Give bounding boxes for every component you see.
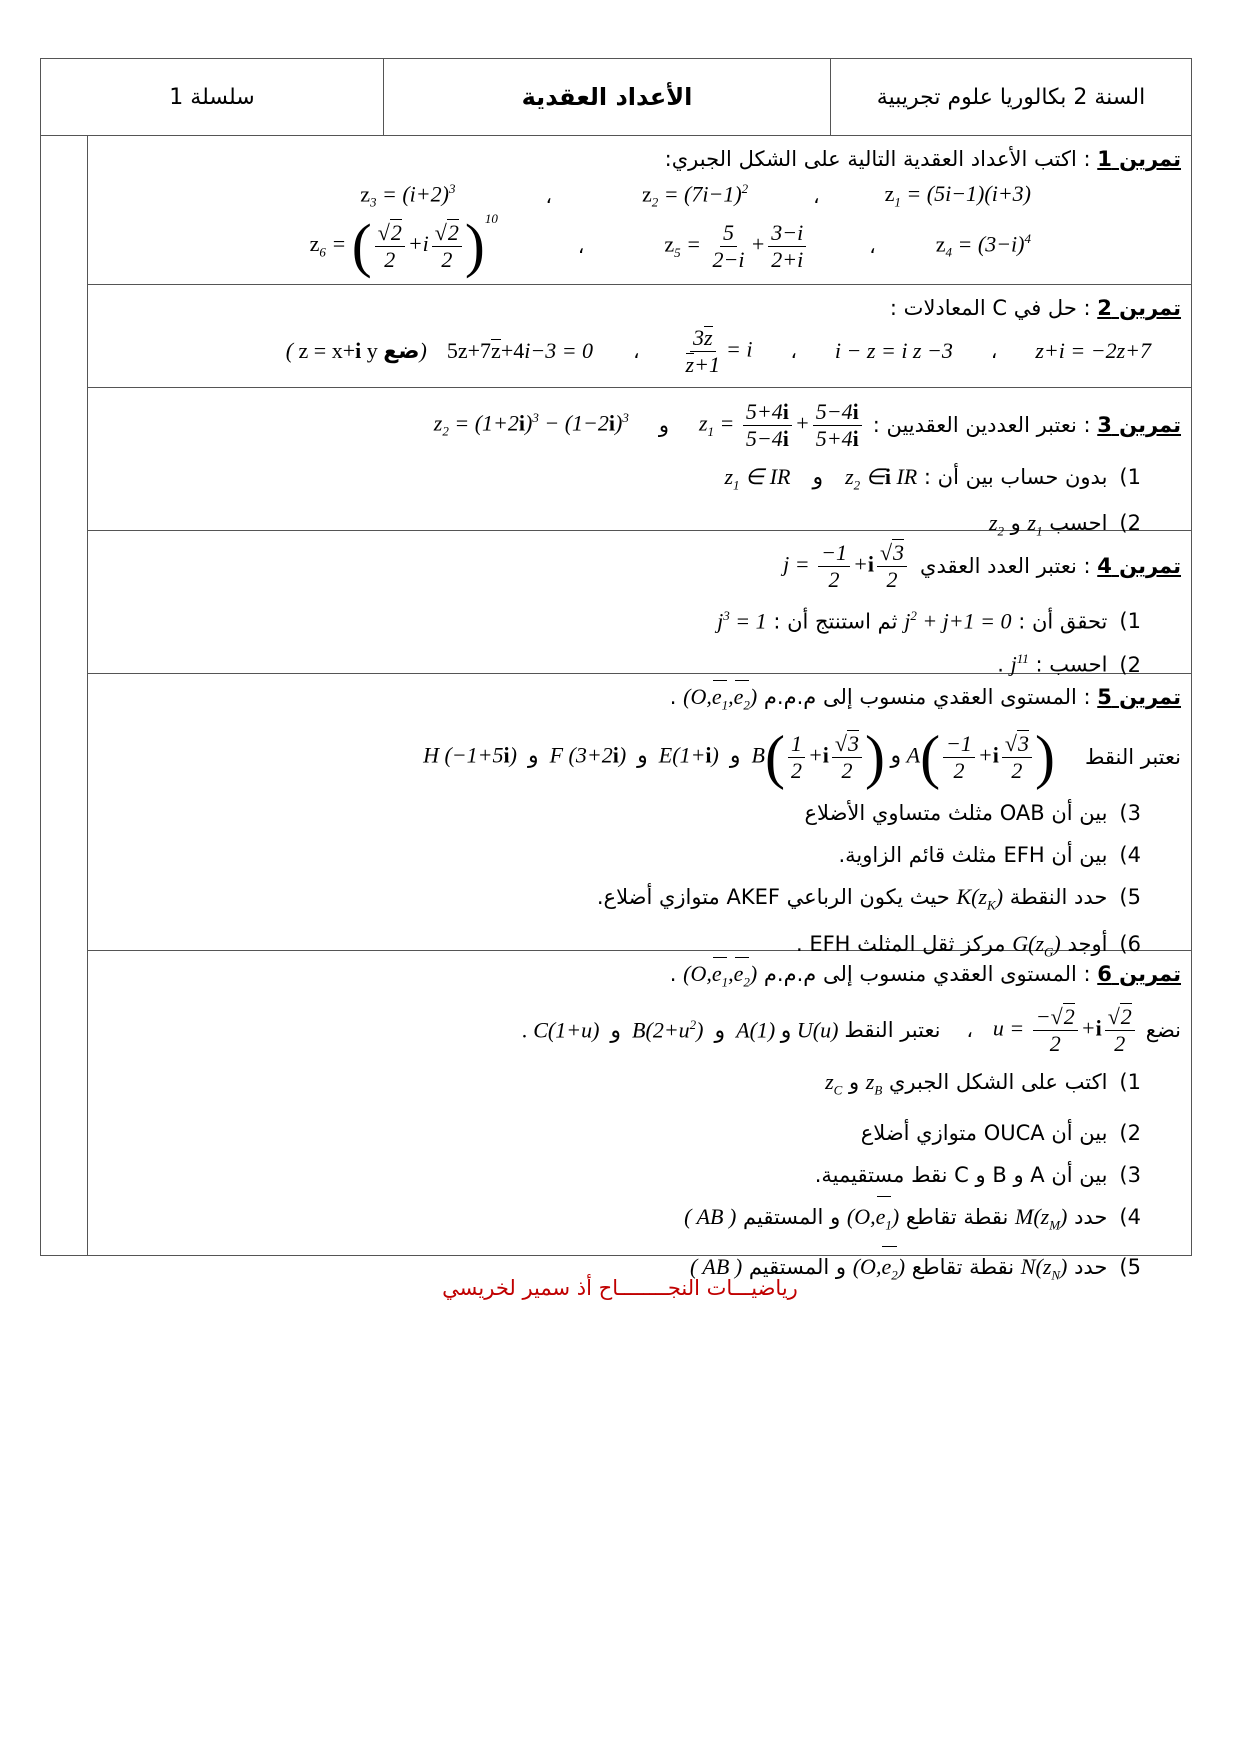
z1-expr: $z_1 = (5i-1)(i+3)$	[884, 181, 1031, 210]
ex2-equations: ( z = x+i y ضع) 5z+7z+4i−3 = 0 ، $\frac{3z}{z+1}$ = i ، i − z = i z −3 ، z+i = −2z+7	[285, 324, 1151, 377]
z3-expr: $z_3 = (i+2)^3$	[360, 181, 456, 210]
exercise-3-label: تمرين 3	[1097, 413, 1181, 437]
j-def: j = $\frac{-1}{2}$ +i $\frac{√3}{2}$	[783, 540, 910, 593]
z2-def: $z_2 = (1+2i)^3 - (1-2i)^3$	[433, 410, 629, 439]
ex5-question-4: 4)بين أن EFH مثلث قائم الزاوية.	[838, 843, 1141, 868]
exercise-6: تمرين 6 : المستوى العقدي منسوب إلى م.م.م $(O,e_1,e_2)$ . . C(1+u) و $B(2+u^2)$ و A(1) و U(u) نعتبر النقط ، u = $\frac{-√2}{2}$ +i $\frac{√2}{2}$ نضع 1)اكتب على الشكل الجبري $z_B$ و $z_C$ 2)بين أن OUCA متوازي أضلاع 3)بين أن A و B و C نقط مستقيمية. 4)حدد $M(z_M)$ نقطة تقاطع $(O,e_1)$ و المستقيم ( AB ) 5)حدد $N(z_N)$ نقطة تقاطع $(O,e_2)$ و المستقيم ( AB )	[88, 951, 1191, 1255]
exercise-3-statement: : نعتبر العددين العقديين :	[872, 413, 1098, 437]
exercise-3	[88, 388, 1191, 539]
series-label: سلسلة 1	[169, 84, 255, 110]
exercise-1-label: تمرين 1	[1097, 147, 1181, 171]
ex6-question-5: 5)حدد $N(z_N)$ نقطة تقاطع $(O,e_2)$ و المستقيم ( AB )	[98, 1246, 1181, 1296]
ex6-question-2: 2)بين أن OUCA متوازي أضلاع	[860, 1120, 1141, 1145]
ex6-question-3: 3)بين أن A و B و C نقط مستقيمية.	[814, 1162, 1141, 1187]
ex6-definitions-row: . C(1+u) و $B(2+u^2)$ و A(1) و U(u) نعتبر النقط ، u = $\frac{-√2}{2}$ +i $\frac{√2}{2}$ نضع	[522, 1003, 1181, 1056]
exercise-4-label: تمرين 4	[1097, 554, 1181, 578]
exercise-6-statement: : المستوى العقدي منسوب إلى م.م.م	[763, 962, 1098, 986]
level-label: السنة 2 بكالوريا علوم تجريبية	[830, 59, 1191, 135]
z6-expr: $z_6$ = ( $\frac{√2}{2}$ +i $\frac{√2}{2}$ )$^{10}$	[309, 211, 498, 279]
ex4-question-2: 2)احسب : $j^{11}$ .	[997, 651, 1141, 677]
ex3-question-1: 1)بدون حساب بين أن : $z_1$ ∈ IR و $z_2$ ∈i IR	[724, 464, 1141, 493]
exercise-1	[88, 136, 1191, 285]
ex5-points-row: H (−1+5i) و F (3+2i) و E(1+i) و B( $\frac{1}{2}$ +i $\frac{√3}{2}$ ) و A( $\frac{-1}{2}$ +i $\frac{√3}{2}$ ) نعتبر النقط	[423, 723, 1181, 790]
page-title: الأعداد العقدية	[383, 59, 830, 135]
exercise-6-label: تمرين 6	[1097, 962, 1181, 986]
footer-credit: رياضيـــات النجــــــــاح أذ سمير لخريسي	[442, 1276, 798, 1300]
exercises	[88, 136, 1191, 1283]
worksheet	[40, 58, 1192, 1283]
ex5-question-6: 6)أوجد $G(z_G)$ مركز ثقل المثلث EFH .	[795, 930, 1141, 960]
z5-expr: $z_5$ = $\frac{5}{2-i}$ + $\frac{3-i}{2+i}$	[664, 220, 809, 273]
z2-expr: $z_2 = (7i-1)^2$	[641, 181, 749, 210]
ex1-row-2: $z_6$ = ( $\frac{√2}{2}$ +i $\frac{√2}{2}$ )$^{10}$ ، $z_5$ = $\frac{5}{2-i}$ + $\frac{3-i}{2+i}$ ، $z_4 = (3-i)^4$	[309, 211, 1031, 279]
exercise-5-statement: : المستوى العقدي منسوب إلى م.م.م	[763, 685, 1098, 709]
exercise-2-label: تمرين 2	[1097, 296, 1181, 320]
z1-def: $z_1$ = $\frac{5+4i}{5-4i}$ + $\frac{5-4i}{5+4i}$	[699, 399, 865, 452]
ex6-question-4: 4)حدد $M(z_M)$ نقطة تقاطع $(O,e_1)$ و المستقيم ( AB )	[98, 1196, 1181, 1246]
equation-2: i − z = i z −3	[834, 338, 953, 363]
equation-1: z+i = −2z+7	[1035, 338, 1151, 363]
exercise-2-statement: : حل في C المعادلات :	[889, 296, 1098, 320]
equation-4: 5z+7z+4i−3 = 0	[446, 338, 594, 363]
ex6-question-1: 1)اكتب على الشكل الجبري $z_B$ و $z_C$	[825, 1069, 1141, 1098]
exercise-5-label: تمرين 5	[1097, 685, 1181, 709]
ex5-question-5: 5)حدد النقطة $K(z_K)$ حيث يكون الرباعي AKEF متوازي أضلاع.	[596, 884, 1141, 913]
z4-expr: $z_4 = (3-i)^4$	[935, 231, 1031, 260]
exercise-2	[88, 285, 1191, 388]
ex3-question-2: 2)احسب $z_1$ و $z_2$	[988, 510, 1141, 539]
exercise-5: تمرين 5 : المستوى العقدي منسوب إلى م.م.م $(O,e_1,e_2)$ . H (−1+5i) و F (3+2i) و E(1+i) و B( $\frac{1}{2}$ +i $\frac{√3}{2}$ ) و A( $\frac{-1}{2}$ +i $\frac{√3}{2}$ ) نعتبر النقط 3)بين أن OAB مثلث متساوي الأضلاع 4)بين أن EFH مثلث قائم الزاوية. 5)حدد النقطة $K(z_K)$ حيث يكون الرباعي AKEF متوازي أضلاع. 6)أوجد $G(z_G)$ مركز ثقل المثلث EFH .	[88, 674, 1191, 951]
exercise-4	[88, 531, 1191, 677]
ex3-statement-row: $z_2 = (1+2i)^3 - (1-2i)^3$ و $z_1$ = $\frac{5+4i}{5-4i}$ + $\frac{5-4i}{5+4i}$ تمرين 3 : نعتبر العددين العقديين :	[433, 398, 1181, 451]
ex5-question-3: 3)بين أن OAB مثلث متساوي الأضلاع	[804, 801, 1141, 826]
exercise-4-statement: : نعتبر العدد العقدي	[920, 554, 1098, 578]
ex4-question-1: 1)تحقق أن : $j^2 + j+1 = 0$ ثم استنتج أن : $j^3 = 1$	[717, 608, 1141, 634]
equation-3: $\frac{3z}{z+1}$ = i	[685, 324, 753, 377]
left-margin-column	[41, 136, 88, 1255]
exercise-1-statement: : اكتب الأعداد العقدية التالية على الشكل الجبري:	[664, 147, 1098, 171]
ex1-row-1: $z_3 = (i+2)^3$ ، $z_2 = (7i-1)^2$ ، $z_1 = (5i-1)(i+3)$	[360, 181, 1031, 210]
header-table	[40, 58, 1192, 136]
substitution-hint: ( z = x+i y ضع)	[285, 338, 427, 364]
exercises-table	[40, 136, 1192, 1283]
